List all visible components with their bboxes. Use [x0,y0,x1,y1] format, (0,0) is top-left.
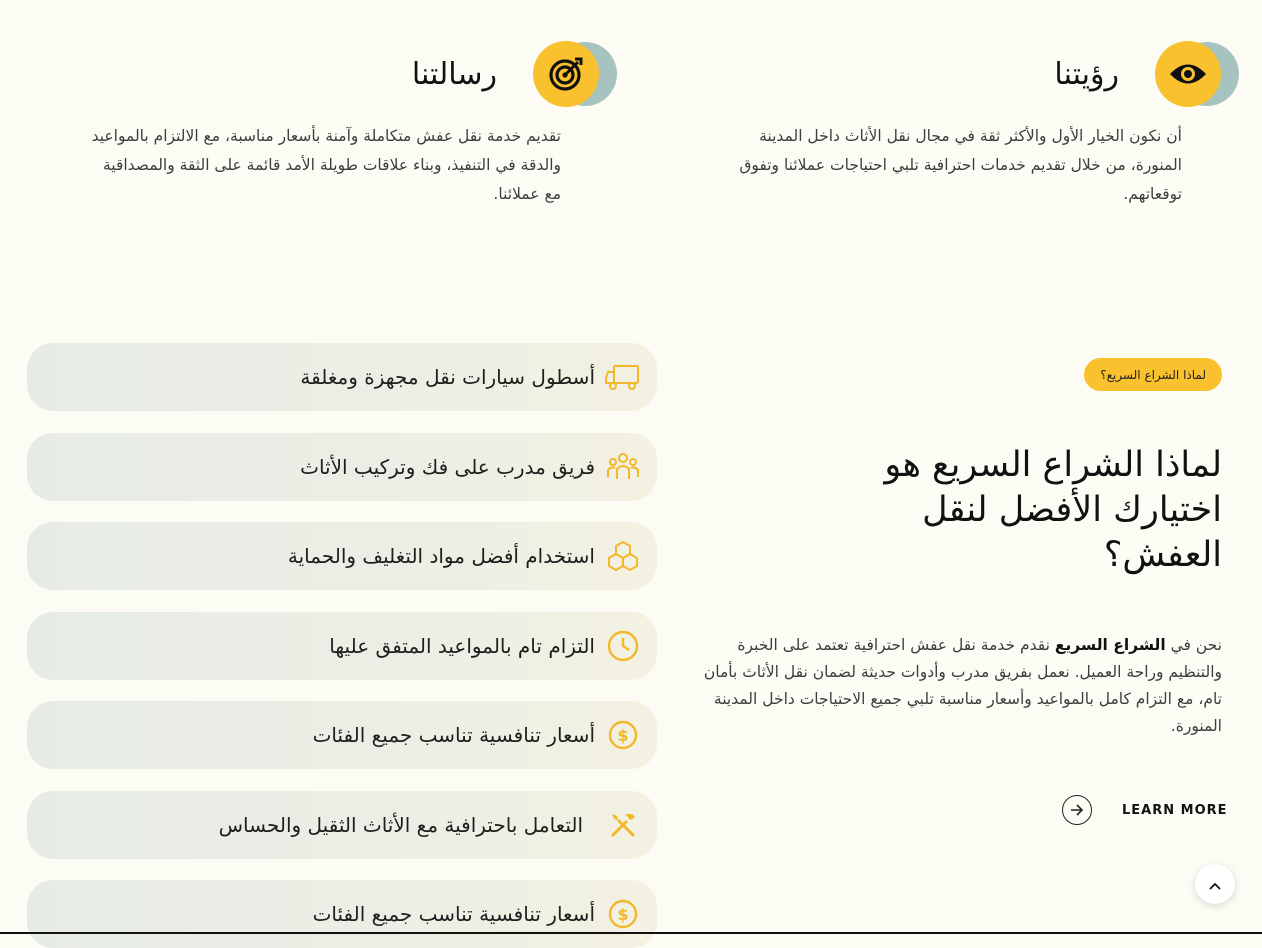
arrow-right-icon [1062,795,1092,825]
tools-icon [605,807,641,843]
feature-label: فريق مدرب على فك وتركيب الأثاث [300,455,595,479]
team-icon [605,449,641,485]
vision-text: أن نكون الخيار الأول والأكثر ثقة في مجال نقل الأثاث داخل المدينة المنورة، من خلال تقديم خدمات احترافية تلبي احتياجات عملائنا وتفوق توقعاتهم. [739,127,1182,203]
clock-icon [605,628,641,664]
feature-item [27,880,657,948]
feature-label: استخدام أفضل مواد التغليف والحماية [287,544,595,568]
chevron-up-icon [1209,875,1221,894]
why-description [682,632,1222,740]
feature-item [27,791,657,859]
scroll-to-top-button[interactable] [1195,864,1235,904]
truck-icon [605,359,641,395]
dollar-icon [605,717,641,753]
vision-title: رؤيتنا [1054,57,1119,92]
eye-icon [1155,41,1221,107]
mission-title: رسالتنا [411,57,497,92]
feature-item [27,522,657,590]
why-text-body: نقدم خدمة نقل عفش احترافية تعتمد على الخبرة والتنظيم وراحة العميل. نعمل بفريق مدرب وأدوات حديثة لضمان نقل الأثاث بأمان تام، مع التزام كامل بالمواعيد وأسعار مناسبة تلبي جميع الاحتياجات داخل المدينة المنورة. [703,636,1222,735]
feature-label: أسعار تنافسية تناسب جميع الفئات [312,723,595,747]
mission-text: تقديم خدمة نقل عفش متكاملة وآمنة بأسعار مناسبة، مع الالتزام بالمواعيد والدقة في التنفيذ، وبناء علاقات طويلة الأمد قائمة على الثقة والمصداقية مع عملائنا. [91,127,561,203]
brand-name: الشراع السريع [1054,636,1166,654]
feature-label: أسطول سيارات نقل مجهزة ومغلقة [300,365,595,389]
mission-icon-badge [533,41,617,107]
svg-text:$: $ [617,905,629,924]
feature-item [27,433,657,501]
dollar-icon [605,896,641,932]
feature-item [27,612,657,680]
learn-more-label: LEARN MORE [1122,802,1228,818]
feature-label: أسعار تنافسية تناسب جميع الفئات [312,902,595,926]
target-icon [533,41,599,107]
why-heading: لماذا الشراع السريع هو اختيارك الأفضل لنقل العفش؟ [884,445,1222,575]
feature-label: التعامل باحترافية مع الأثاث الثقيل والحساس [218,813,583,837]
feature-item [27,701,657,769]
boxes-icon [605,538,641,574]
vision-icon-badge [1155,41,1239,107]
section-tag: لماذا الشراع السريع؟ [1084,358,1222,391]
svg-text:$: $ [617,726,629,745]
feature-label: التزام تام بالمواعيد المتفق عليها [329,634,595,658]
feature-item [27,343,657,411]
learn-more-button[interactable] [1062,795,1228,825]
why-text-prefix: نحن في [1165,636,1222,654]
